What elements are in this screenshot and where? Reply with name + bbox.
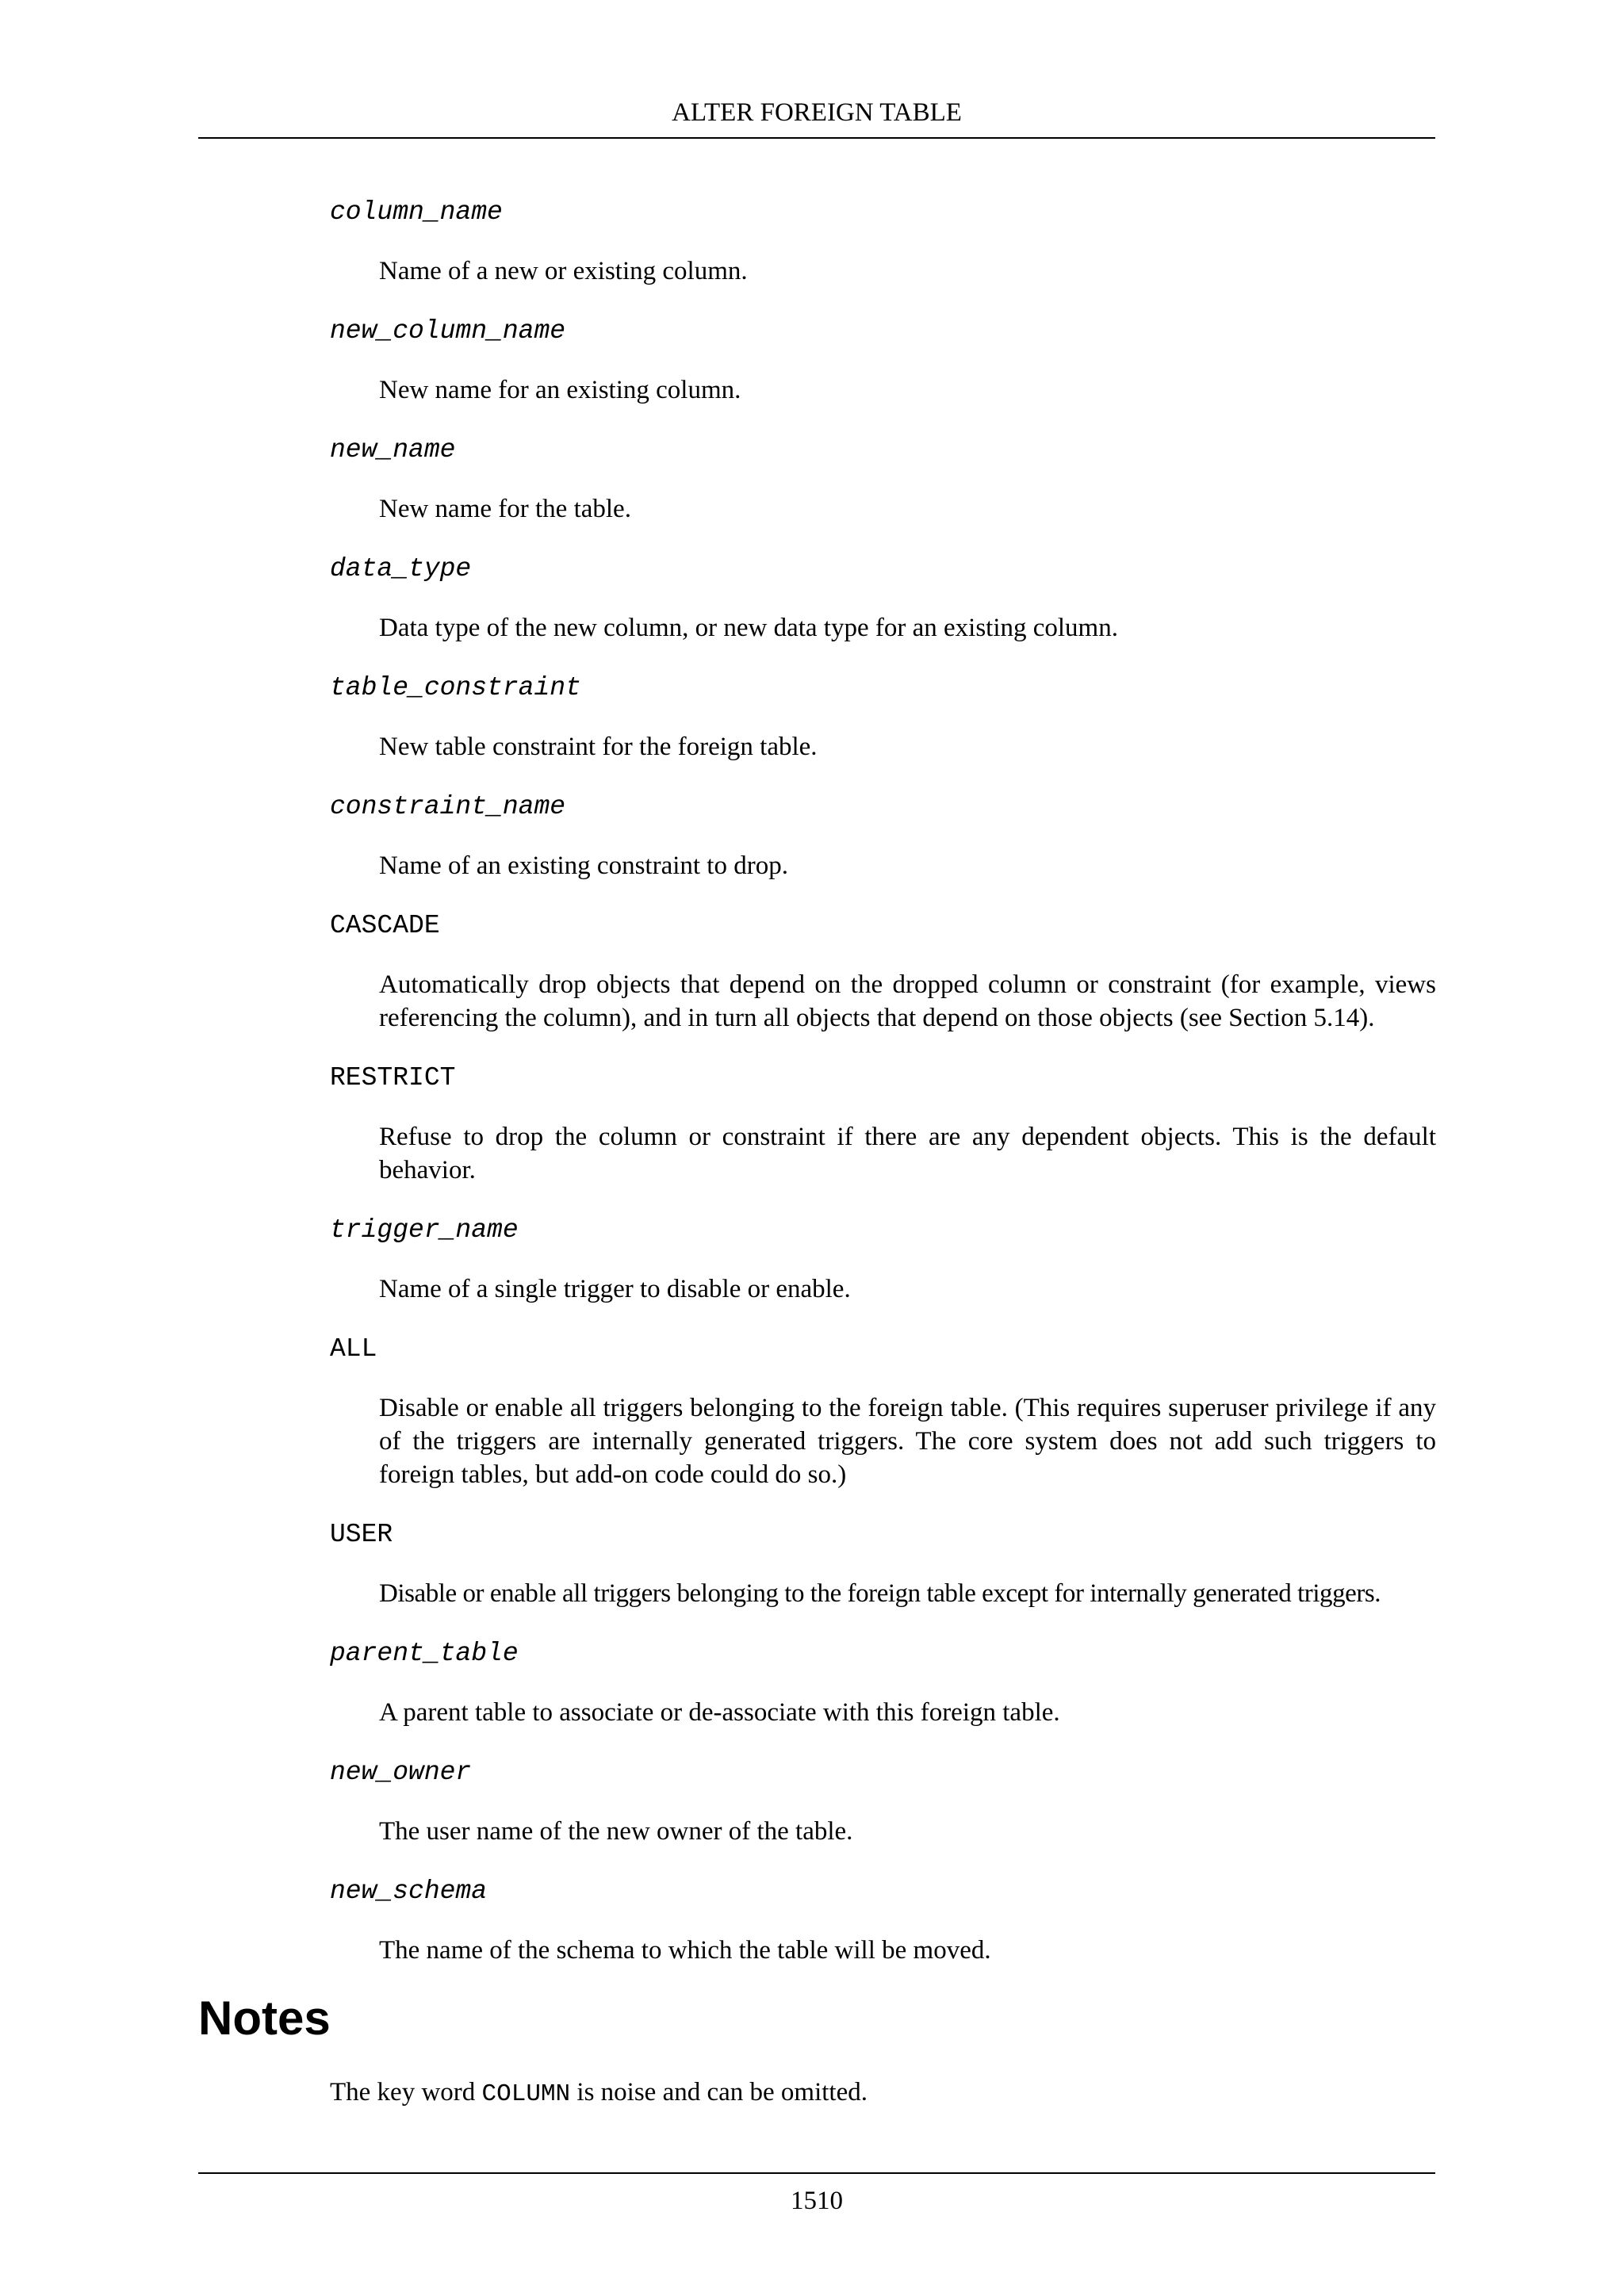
notes-text-before: The key word	[330, 2078, 482, 2107]
param-desc-parent-table: A parent table to associate or de-associate with this foreign table.	[379, 1698, 1060, 1727]
param-term-new-schema: new_schema	[330, 1877, 488, 1906]
notes-heading: Notes	[198, 1992, 331, 2045]
param-term-table-constraint: table_constraint	[330, 673, 581, 702]
header-rule	[198, 137, 1435, 139]
running-header: ALTER FOREIGN TABLE	[672, 98, 962, 127]
param-term-column-name: column_name	[330, 197, 503, 227]
param-term-data-type: data_type	[330, 554, 472, 584]
param-desc-cascade: Automatically drop objects that depend on the dropped column or constraint (for example, views referencing the column), and in turn all objects that depend on those objects (see Section 5.14).	[379, 970, 1436, 1032]
param-desc-new-schema: The name of the schema to which the table will be moved.	[379, 1936, 991, 1965]
param-desc-user: Disable or enable all triggers belonging to the foreign table except for internally generated triggers.	[379, 1579, 1381, 1608]
notes-text-after: is noise and can be omitted.	[570, 2078, 868, 2107]
param-desc-constraint-name: Name of an existing constraint to drop.	[379, 851, 788, 880]
param-term-constraint-name: constraint_name	[330, 792, 566, 821]
param-desc-data-type: Data type of the new column, or new data type for an existing column.	[379, 614, 1118, 642]
param-term-trigger-name: trigger_name	[330, 1215, 519, 1245]
param-desc-trigger-name: Name of a single trigger to disable or enable.	[379, 1275, 851, 1303]
param-term-new-name: new_name	[330, 435, 456, 465]
param-term-parent-table: parent_table	[330, 1639, 519, 1668]
param-desc-new-name: New name for the table.	[379, 495, 631, 523]
param-term-new-column-name: new_column_name	[330, 316, 566, 346]
footer-rule	[198, 2172, 1435, 2174]
param-desc-new-column-name: New name for an existing column.	[379, 376, 741, 404]
page-number: 1510	[791, 2187, 843, 2215]
param-desc-column-name: Name of a new or existing column.	[379, 257, 748, 285]
notes-code-column: COLUMN	[481, 2080, 571, 2108]
param-term-user: USER	[330, 1520, 393, 1549]
param-term-cascade: CASCADE	[330, 911, 440, 940]
param-term-restrict: RESTRICT	[330, 1063, 456, 1093]
param-term-new-owner: new_owner	[330, 1758, 472, 1787]
param-desc-new-owner: The user name of the new owner of the table.	[379, 1817, 853, 1846]
param-desc-restrict: Refuse to drop the column or constraint if there are any dependent objects. This is the default behavior.	[379, 1123, 1436, 1184]
param-desc-all: Disable or enable all triggers belonging to the foreign table. (This requires superuser privilege if any of the triggers are internally generated triggers. The core system does not add such triggers to foreign tables, but add-on code could do so.)	[379, 1394, 1436, 1489]
param-term-all: ALL	[330, 1334, 377, 1364]
notes-paragraph	[330, 2076, 868, 2111]
param-desc-table-constraint: New table constraint for the foreign table.	[379, 733, 818, 761]
